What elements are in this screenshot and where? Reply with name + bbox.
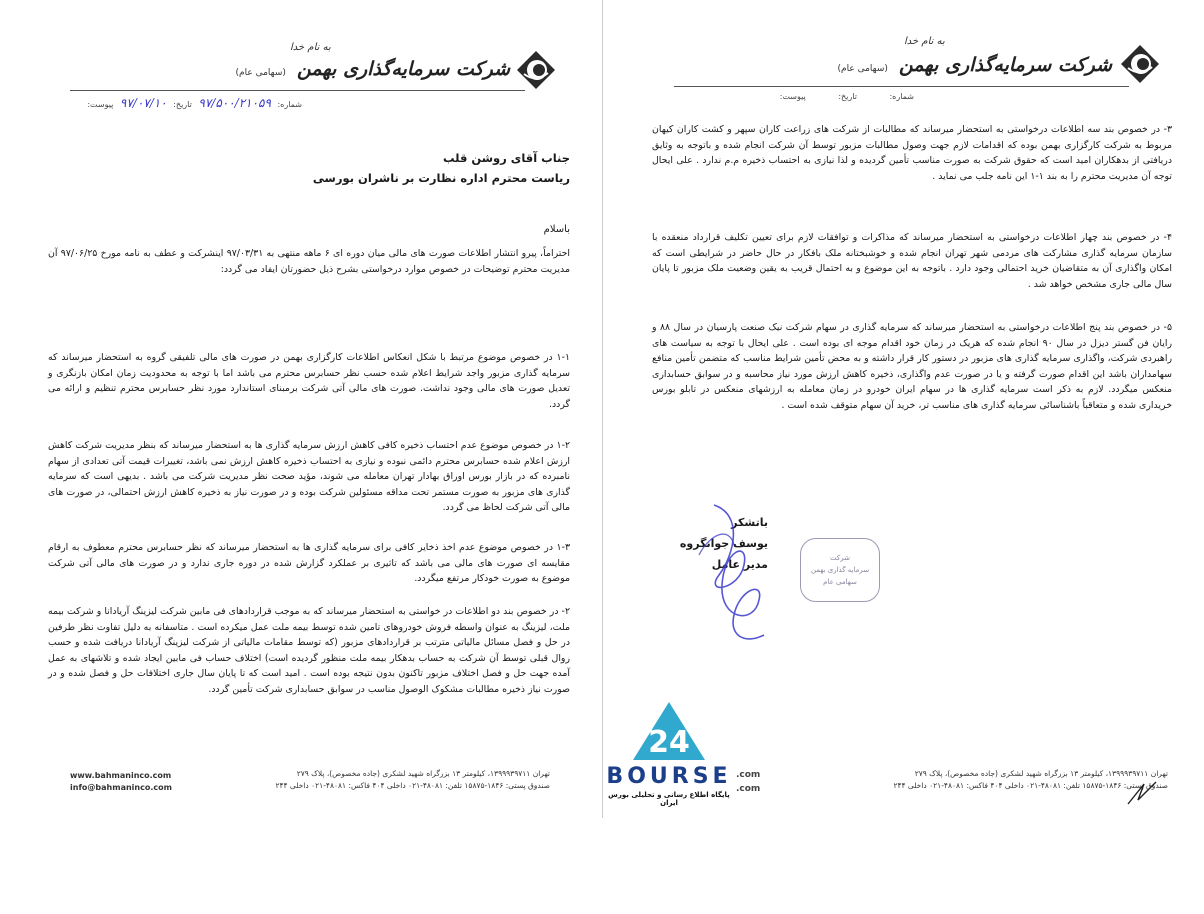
paragraph-1-2: ۱-۲ در خصوص موضوع عدم احتساب ذخیره کافی کاهش ارزش سرمایه گذاری ها به استحضار میرساند که بنظر مدیریت شرکت کاهش ارزش اعلام شده حسابرس محترم دائمی نبوده و نیازی به احتساب ذخیره کاهش ارزش نمی باشد، تغییرات قیمت آتی تعدادی از سهام نامبرده که در بازار بورس اوراق بهادار تهران معامله می شوند، مؤید صحت نظر مدیریت شرکت می باشد . بدیهی است که سرمایه گذاری های مزبور به صورت مستمر تحت مداقه مسئولین شرکت بوده و در صورت نیاز به ذخیره کاهش ارزش احتمالی، در صورت های مالی آتی شرکت لحاظ می گردد. (48, 440, 570, 513)
watermark-brand: BOURSE (606, 764, 732, 789)
company-logo-icon (1120, 44, 1160, 84)
header-rule (674, 86, 1129, 87)
letter-page-1 (0, 0, 603, 818)
bourse24-watermark (606, 700, 732, 807)
company-type: (سهامی عام) (837, 64, 888, 74)
footer-address-line-2: صندوق پستی: ۱۸۴۶-۱۵۸۷۵ تلفن: ۴۸۰۸۱-۰۲۱ داخلی ۴۰۴ فاکس: ۴۸۰۸۱-۰۲۱ داخلی ۲۴۴ (275, 781, 550, 790)
addressee-title: ریاست محترم اداره نظارت بر ناشران بورسی (312, 171, 570, 185)
greeting: باسلام (543, 224, 570, 235)
intro-paragraph: احتراماً، پیرو انتشار اطلاعات صورت های مالی میان دوره ای ۶ ماهه منتهی به ۹۷/۰۳/۳۱ اینشرکت و عطف به نامه مورخ ۹۷/۰۶/۲۵ آن مدیریت محترم توضیحات در خصوص موارد درخواستی بشرح ذیل حضورتان ایفاد می گردد: (48, 248, 570, 275)
bism-heading: به نام خدا (290, 42, 331, 53)
company-logo-icon (516, 50, 556, 90)
website-link[interactable]: www.bahmaninco.com (70, 771, 172, 780)
bourse24-logo-icon (629, 700, 709, 762)
signer-title: مدیر عامل (711, 558, 768, 571)
company-name: شرکت سرمایه‌گذاری بهمن (898, 54, 1112, 76)
date-value: ۹۷/۰۷/۱۰ (119, 96, 167, 110)
company-type: (سهامی عام) (235, 68, 286, 78)
company-header (838, 54, 1112, 76)
footer-address-line-1: تهران ۱۳۹۹۹۳۹۷۱۱، کیلومتر ۱۳ بزرگراه شهید لشکری (جاده مخصوص)، پلاک ۲۷۹ (296, 769, 550, 778)
paragraph-5: ۵- در خصوص بند پنج اطلاعات درخواستی به استحضار میرساند که سرمایه گذاری در سهام شرکت نیک صنعت پارسیان در سال ۸۸ و رایان فن گستر دیزل در سال ۹۰ انجام شده که هریک در زمان خود اقدام موجه ای بوده است . علی ایحال با توجه به سیاست های راهبردی شرکت، واگذاری سرمایه گذاری های مزبور در دستور کار قرار داشته و به محض تأمین شرایط مناسب که متضمن تأمین منافع سهامداران باشد این اقدام صورت گرفته و یا در صورت عدم واگذاری، ذخیره کاهش ارزش مورد نیاز محاسبه و در سوابق حسابداری منعکس میگردد. لازم به ذکر است سرمایه گذاری ها در سهام ایران خودرو در زمان معامله به ارزشهای منعکس در تابلو بورس خریداری شده و متعاقباً باشناسائی سرمایه گذاری های مناسب تر، خرید آن سهام متوقف شده است . (652, 322, 1172, 411)
paragraph-3: ۳- در خصوص بند سه اطلاعات درخواستی به استحضار میرساند که مطالبات از شرکت های زراعت کاران سپهر و کشت کاران کیهان مربوط به شرکت کارگزاری بهمن بوده که اقدامات لازم جهت وصول مطالبات مزبور توسط آن شرکت انجام شده و باتوجه به وثایق دریافتی از بدهکاران امید است که حقوق شرکت به صورت مناسب تأمین گردیده و لذا نیازی به احتساب ذخیره م.م ندارد . علی ایحال توجه آن مدیریت محترم را به بند ۱-۱ این نامه جلب می نماید . (652, 124, 1172, 182)
signer-name: یوسف جوانگروه (679, 537, 768, 550)
attachment-label: پیوست: (779, 92, 806, 101)
stamp-line-1: شرکت (830, 554, 850, 562)
header-rule (70, 90, 525, 91)
paragraph-2: ۲- در خصوص بند دو اطلاعات در خواستی به استحضار میرساند که به موجب قراردادهای فی مابین شرکت لیزینگ آریادانا و شرکت بیمه ملت، لیزینگ به عنوان واسطه فروش خودروهای تامین شده توسط بیمه ملت عمل میکرده است . متاسفانه به دلیل تفاوت نظر طرفین در حل و فصل مسائل مالیاتی مترتب بر قراردادهای مزبور (که توسط مقامات مالیاتی از شرکت لیزینگ آریادانا دریافت شده و حسب روال قبلی توسط آن شرکت به حساب بدهکار بیمه ملت منظور گردیده است) اختلاف حساب فی مابین ایجاد شده و تلاشهای به عمل آمده جهت حل و فصل اختلاف مزبور تاکنون بدون نتیجه بوده است . امید است که تا پایان سال جاری اختلافات حل و فصل شده و در صورت نیاز ذخیره مطالبات مشکوک الوصول مناسب در سوابق حسابداری شرکت تأمین گردد. (48, 606, 570, 695)
closing-text: باتشکر (731, 516, 768, 529)
footer-contact (70, 770, 172, 794)
email-link[interactable]: info@bahmaninco.com (70, 783, 172, 792)
letter-meta (780, 92, 914, 101)
dotcom-text-2: .com (736, 784, 761, 794)
attachment-label: پیوست: (87, 100, 114, 109)
addressee (313, 148, 570, 188)
dotcom-text-1: .com (736, 770, 761, 780)
number-label: شماره: (277, 100, 302, 109)
paragraph-1-3: ۱-۳ در خصوص موضوع عدم اخذ ذخایر کافی برای سرمایه گذاری ها به استحضار میرساند که نظر حسابرس محترم معطوف به ارقام مقایسه ای صورت های مالی می باشد که تاثیری بر عملکرد گزارش شده در دوره جاری ندارد و در صورت های مالی آتی شرکت موضوع به صورت خودکار مرتفع میگردد. (48, 542, 570, 584)
company-header (236, 58, 510, 80)
bism-heading: به نام خدا (904, 36, 945, 47)
initials-scribble (1124, 778, 1164, 808)
footer-address-line-2: صندوق پستی: ۱۸۴۶-۱۵۸۷۵ تلفن: ۴۸۰۸۱-۰۲۱ داخلی ۴۰۴ فاکس: ۴۸۰۸۱-۰۲۱ داخلی ۲۴۴ (893, 781, 1168, 790)
handwritten-signature (684, 495, 794, 655)
company-stamp (800, 538, 880, 602)
stamp-line-2: سرمایه گذاری بهمن (810, 566, 870, 574)
footer-address (275, 768, 550, 792)
company-name: شرکت سرمایه‌گذاری بهمن (296, 58, 510, 80)
number-label: شماره: (889, 92, 914, 101)
paragraph-4: ۴- در خصوص بند چهار اطلاعات درخواستی به استحضار میرساند که مذاکرات و توافقات لازم برای تعیین تکلیف قرارداد منعقده با سازمان سرمایه گذاری مشارکت های مردمی شهر تهران انجام شده و خوشبختانه ملک بافکار در حال حاضر در شرایطی است که امکان واگذاری آن به متقاضیان خرید احتمالی وجود دارد . باتوجه به این موضوع و به احتمال قریب به یقین وضعیت ملک مزبور تا پایان سال مالی جاری مشخص خواهد شد . (652, 232, 1172, 290)
stamp-line-3: سهامی عام (823, 578, 857, 586)
letter-page-2 (604, 0, 1204, 818)
watermark-number: 24 (648, 725, 690, 760)
watermark-tagline: پایگاه اطلاع رسانی و تحلیلی بورس ایران (608, 791, 730, 807)
letter-meta (57, 96, 302, 110)
footer-address-line-1: تهران ۱۳۹۹۹۳۹۷۱۱، کیلومتر ۱۳ بزرگراه شهید لشکری (جاده مخصوص)، پلاک ۲۷۹ (914, 769, 1168, 778)
addressee-name: جناب آقای روشن قلب (442, 151, 570, 165)
number-value: ۹۷/۵۰۰/۲۱۰۵۹ (198, 96, 271, 110)
date-label: تاریخ: (838, 92, 857, 101)
date-label: تاریخ: (173, 100, 192, 109)
paragraph-1-1: ۱-۱ در خصوص موضوع مرتبط با شکل انعکاس اطلاعات کارگزاری بهمن در صورت های مالی تلفیقی گروه به استحضار میرساند که سرمایه گذاری مزبور واجد شرایط اعلام شده حسب نظر حسابرس محترم می باشد اما با توجه به محدودیت زمان امکان بازنگری و تعدیل صورت های مالی وجود نداشت. صورت های مالی آتی شرکت برمبنای استاندارد مورد نظر حسابرس محترم تنظیم و ارائه می گردد. (48, 352, 570, 410)
